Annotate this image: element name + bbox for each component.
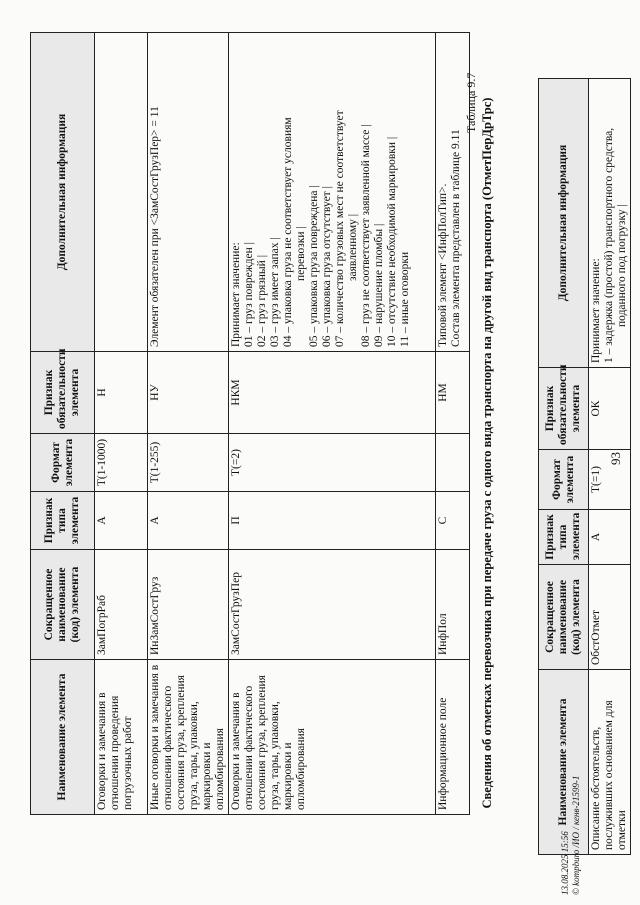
- value-item: 08 – груз не соответствует заявленной массе |: [360, 124, 372, 347]
- cell-format: T(=1): [589, 450, 631, 510]
- value-item: 07 – количество грузовых мест не соответствует: [334, 110, 346, 347]
- cell-name: Оговорки и замечания в отношении фактического состояния груза, крепления груза, тары, упаковки, маркировки и опломбирования: [229, 660, 436, 815]
- header-type: Признак типа элемента: [31, 492, 95, 550]
- marks-table: [538, 78, 631, 855]
- header-code: Сокращенное наименование (код) элемента: [31, 550, 95, 660]
- info-line: Состав элемента представлен в таблице 9.11: [450, 129, 462, 347]
- cell-required: НМ: [436, 352, 470, 434]
- table-row: [148, 33, 229, 815]
- table-header-row: [539, 79, 589, 855]
- cell-info-values: [589, 79, 631, 368]
- value-item: 01 – груз поврежден |: [243, 242, 255, 347]
- cell-code: ОбстОтмет: [589, 565, 631, 670]
- header-name: Наименование элемента: [31, 660, 95, 815]
- values-title: Принимает значение:: [230, 242, 242, 347]
- cell-code: ЗамСостГрузПер: [229, 550, 436, 660]
- header-format: Формат элемента: [539, 450, 589, 510]
- cell-code: ИнфПол: [436, 550, 470, 660]
- cell-type: А: [589, 510, 631, 565]
- cell-info: Элемент обязателен при <ЗамСостГрузПер> = 11: [148, 33, 229, 352]
- cell-format: T(=2): [229, 434, 436, 492]
- header-required: Признак обязательности элемента: [31, 352, 95, 434]
- value-item: 04 – упаковка груза не соответствует условиям: [282, 117, 294, 347]
- cell-required: ОК: [589, 368, 631, 450]
- value-item: 03 – груз имеет запах |: [269, 237, 281, 347]
- print-footer: [560, 776, 582, 895]
- table-header-row: [31, 33, 95, 815]
- header-format: Формат элемента: [31, 434, 95, 492]
- value-item: 05 – упаковка груза повреждена |: [308, 185, 320, 347]
- cell-name: Информационное поле: [436, 660, 470, 815]
- cell-required: Н: [95, 352, 148, 434]
- cell-type: С: [436, 492, 470, 550]
- header-info: Дополнительная информация: [539, 79, 589, 368]
- header-name: Наименование элемента: [539, 670, 589, 855]
- value-item: 10 – отсутствие необходимой маркировки |: [386, 136, 398, 347]
- cell-required: НКМ: [229, 352, 436, 434]
- cell-required: НУ: [148, 352, 229, 434]
- value-item: 09 – нарушение пломбы |: [373, 223, 385, 347]
- footer-source: © kompburo /ИО / кенв-21599-1: [571, 775, 581, 895]
- cell-name: Описание обстоятельств, послуживших основанием для отметки: [589, 670, 631, 855]
- cell-code: ЗамПогрРаб: [95, 550, 148, 660]
- cell-info: [95, 33, 148, 352]
- value-item: 1 – задержка (простой) транспортного средства,: [603, 127, 615, 363]
- page-number: 93: [608, 452, 623, 465]
- header-required: Признак обязательности элемента: [539, 368, 589, 450]
- table-row: [436, 33, 470, 815]
- cell-code: ИнЗамСостГруз: [148, 550, 229, 660]
- header-code: Сокращенное наименование (код) элемента: [539, 565, 589, 670]
- table-row: [229, 33, 436, 815]
- cell-format: [436, 434, 470, 492]
- header-type: Признак типа элемента: [539, 510, 589, 565]
- cell-name: Иные оговорки и замечания в отношении фактического состояния груза, крепления груза, тары, упаковки, маркировки и опломбирования: [148, 660, 229, 815]
- cell-type: П: [229, 492, 436, 550]
- table-caption: Таблица 9.7: [464, 72, 478, 133]
- values-title: Принимает значение:: [590, 258, 602, 363]
- cell-format: T(1-255): [148, 434, 229, 492]
- cell-type: А: [148, 492, 229, 550]
- cell-type: А: [95, 492, 148, 550]
- table-row: [589, 79, 631, 855]
- table-row: [95, 33, 148, 815]
- value-item: 06 – упаковка груза отсутствует |: [321, 186, 333, 347]
- cell-info-values: [229, 33, 436, 352]
- header-info: Дополнительная информация: [31, 33, 95, 352]
- cell-name: Оговорки и замечания в отношении проведения погрузочных работ: [95, 660, 148, 815]
- info-line: Типовой элемент <ИнфПолТип>.: [437, 183, 449, 347]
- table-title: Сведения об отметках перевозчика при передаче груза с одного вида транспорта на другой вид транспорта (ОтметПерДрТрс): [480, 97, 494, 809]
- elements-table: [30, 32, 470, 815]
- footer-date: 13.08.2025 15:56: [560, 831, 570, 895]
- cell-format: T(1-1000): [95, 434, 148, 492]
- value-item: поданного под погрузку |: [616, 204, 628, 327]
- value-item: 11 – иные оговорки: [399, 251, 411, 347]
- value-item: перевозки |: [295, 226, 307, 281]
- value-item: заявленному |: [347, 213, 359, 281]
- value-item: 02 – груз грязный |: [256, 255, 268, 347]
